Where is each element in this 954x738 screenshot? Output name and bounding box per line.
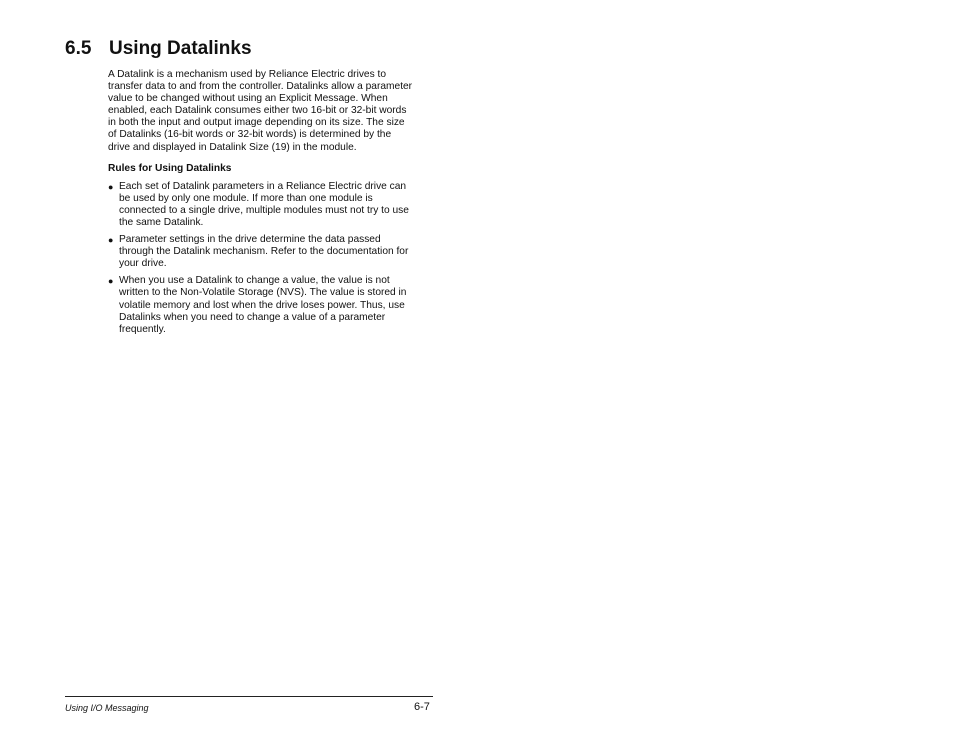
list-item — [108, 275, 436, 335]
section-number: 6.5 — [65, 38, 92, 59]
list-item-line: Each set of Datalink parameters in a Reliance Electric drive can — [119, 180, 407, 192]
section-heading — [65, 36, 252, 62]
intro-line: in both the input and output image depending on its size. The size — [108, 117, 405, 129]
list-item-line: through the Datalink mechanism. Refer to the documentation for — [119, 246, 409, 258]
rules-list — [108, 181, 436, 336]
list-item-line: written to the Non-Volatile Storage (NVS). The value is stored in — [119, 287, 407, 299]
list-item-line: your drive. — [119, 258, 167, 270]
rules-heading: Rules for Using Datalinks — [108, 162, 232, 174]
list-item-line: be used by only one module. If more than one module is — [119, 192, 373, 204]
intro-line: of Datalinks (16-bit words or 32-bit words) is determined by the — [108, 129, 392, 141]
list-item — [108, 181, 436, 229]
bullet-icon: ● — [108, 181, 114, 192]
bullet-icon: ● — [108, 276, 114, 287]
list-item-line: Datalinks when you need to change a value of a parameter — [119, 311, 386, 323]
list-item-line: the same Datalink. — [119, 216, 204, 228]
intro-line: value to be changed without using an Explicit Message. When — [108, 93, 388, 105]
intro-line: A Datalink is a mechanism used by Reliance Electric drives to — [108, 69, 387, 80]
footer-chapter-title: Using I/O Messaging — [65, 703, 149, 713]
list-item-line: frequently. — [119, 323, 166, 335]
section-title: Using Datalinks — [109, 38, 252, 59]
list-item — [108, 234, 436, 270]
footer-divider — [65, 696, 433, 697]
bullet-icon: ● — [108, 235, 114, 246]
list-item-line: Parameter settings in the drive determine the data passed — [119, 234, 381, 246]
intro-line: drive and displayed in Datalink Size (19) in the module. — [108, 141, 357, 153]
intro-line: transfer data to and from the controller. Datalinks allow a parameter — [108, 81, 413, 93]
list-item-line: connected to a single drive, multiple modules must not try to use — [119, 204, 409, 216]
body-column — [108, 69, 436, 341]
footer-page-number: 6-7 — [414, 701, 430, 713]
list-item-line: When you use a Datalink to change a value, the value is not — [119, 275, 390, 287]
list-item-line: volatile memory and lost when the drive loses power. Thus, use — [119, 299, 405, 311]
intro-paragraph — [108, 69, 436, 154]
intro-line: enabled, each Datalink consumes either two 16-bit or 32-bit words — [108, 105, 407, 117]
